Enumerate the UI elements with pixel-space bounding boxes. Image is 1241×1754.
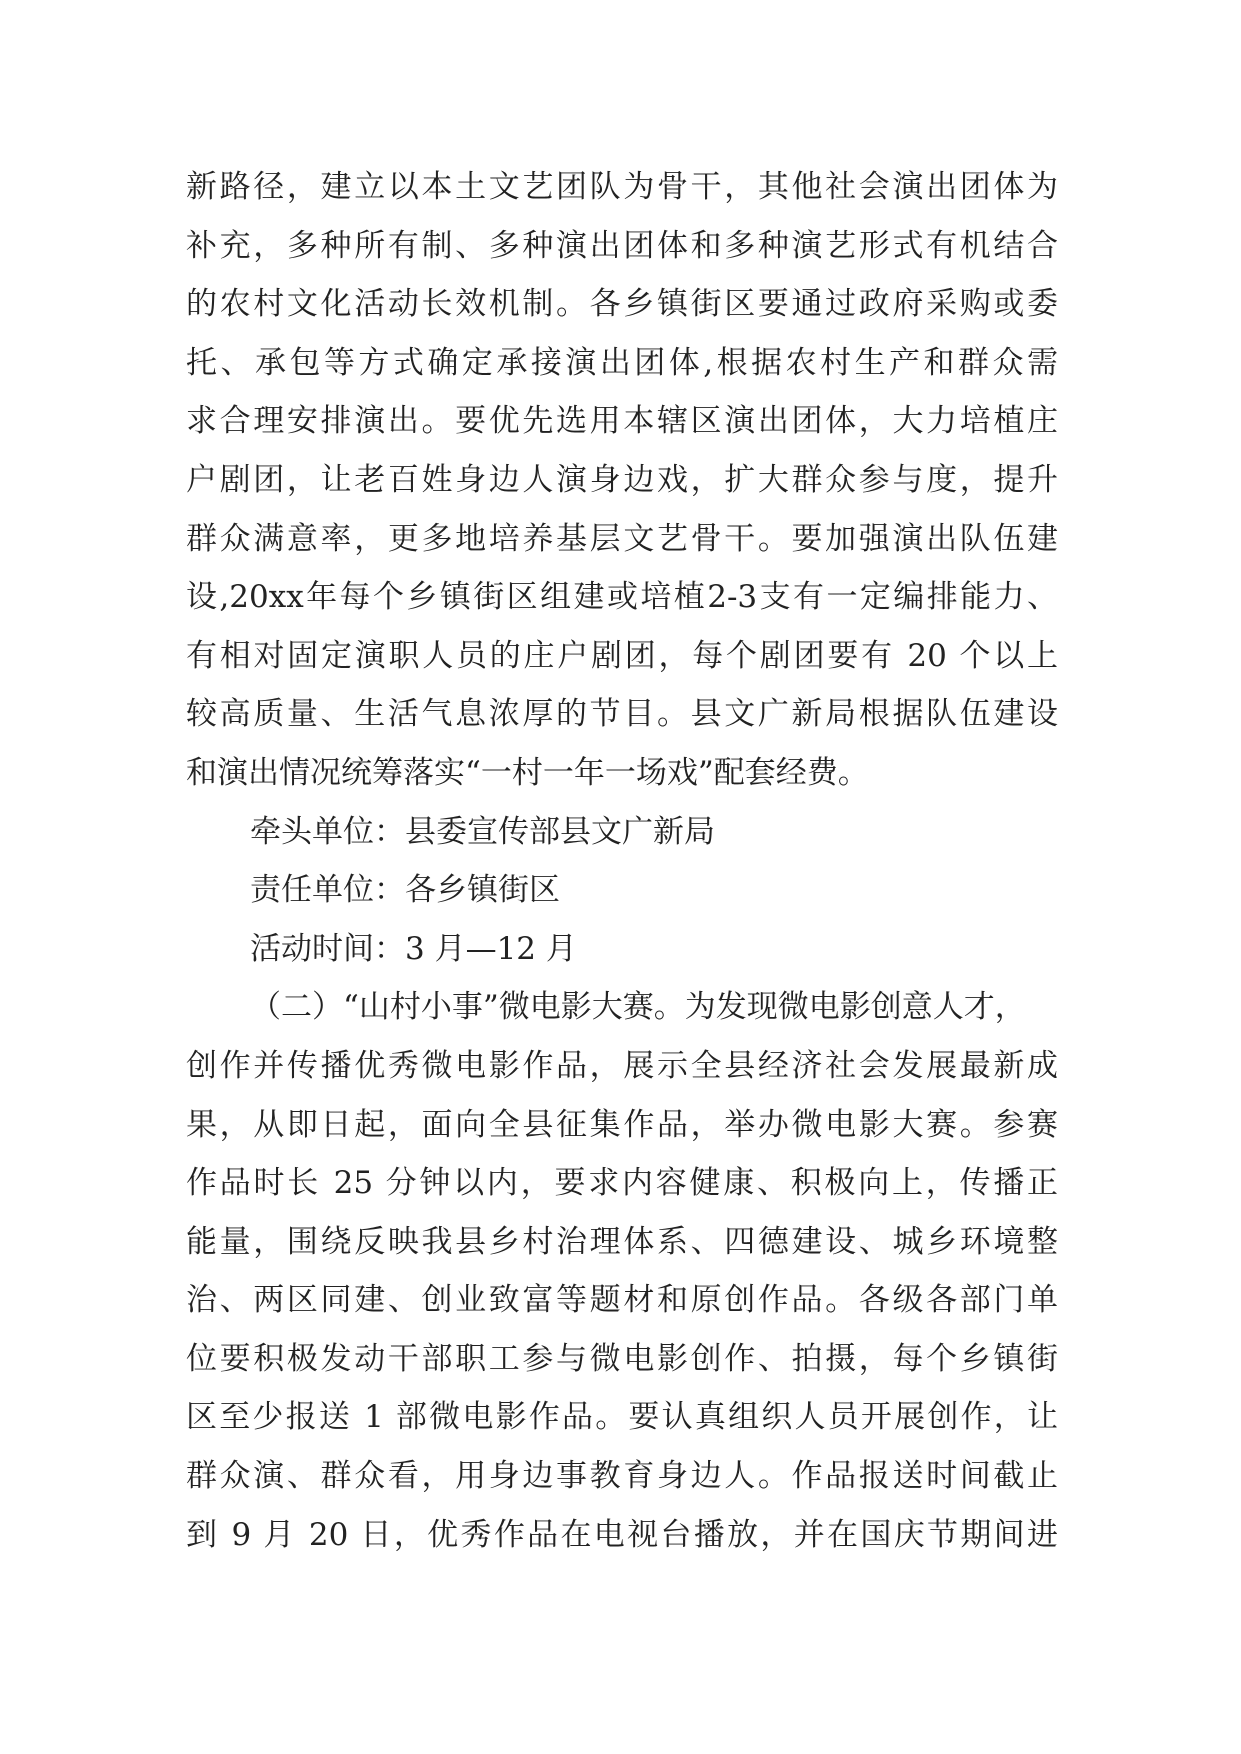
paragraph-line: 群众满意率，更多地培养基层文艺骨干。要加强演出队伍建 (186, 520, 1058, 557)
lead-unit-line: 牵头单位：县委宣传部县文广新局 (250, 813, 715, 850)
paragraph-line: 新路径，建立以本土文艺团队为骨干，其他社会演出团体为 (186, 169, 1058, 205)
paragraph-line: 和演出情况统筹落实“一村一年一场戏”配套经费。 (186, 754, 869, 791)
responsible-unit-line: 责任单位：各乡镇街区 (250, 872, 560, 909)
paragraph-line: 托、承包等方式确定承接演出团体,根据农村生产和群众需 (186, 344, 1058, 381)
paragraph-line: 作品时长 25 分钟以内，要求内容健康、积极向上，传播正 (186, 1165, 1058, 1202)
paragraph-line: 较高质量、生活气息浓厚的节目。县文广新局根据队伍建设 (186, 696, 1058, 733)
paragraph-line: 求合理安排演出。要优先选用本辖区演出团体，大力培植庄 (186, 403, 1058, 440)
paragraph-line: 户剧团，让老百姓身边人演身边戏，扩大群众参与度，提升 (186, 461, 1058, 498)
paragraph-line: 果，从即日起，面向全县征集作品，举办微电影大赛。参赛 (186, 1106, 1058, 1143)
paragraph-line: 位要积极发动干部职工参与微电影创作、拍摄，每个乡镇街 (186, 1340, 1058, 1377)
paragraph-line: 能量，围绕反映我县乡村治理体系、四德建设、城乡环境整 (186, 1223, 1058, 1260)
paragraph-line: 区至少报送 1 部微电影作品。要认真组织人员开展创作，让 (186, 1399, 1058, 1436)
body-text (186, 158, 1058, 1564)
paragraph-line: 设,20xx年每个乡镇街区组建或培植2-3支有一定编排能力、 (186, 579, 1058, 616)
activity-time-line: 活动时间：3 月—12 月 (250, 930, 577, 967)
paragraph-line: 补充，多种所有制、多种演出团体和多种演艺形式有机结合 (186, 227, 1058, 264)
paragraph-line: 的农村文化活动长效机制。各乡镇街区要通过政府采购或委 (186, 286, 1058, 323)
section-heading-line: （二）“山村小事”微电影大赛。为发现微电影创意人才， (250, 989, 1026, 1026)
paragraph-line: 到 9 月 20 日，优秀作品在电视台播放，并在国庆节期间进 (186, 1516, 1058, 1553)
paragraph-line: 有相对固定演职人员的庄户剧团，每个剧团要有 20 个以上 (186, 637, 1058, 674)
paragraph-line: 治、两区同建、创业致富等题材和原创作品。各级各部门单 (186, 1282, 1058, 1319)
paragraph-line: 创作并传播优秀微电影作品，展示全县经济社会发展最新成 (186, 1047, 1058, 1084)
paragraph-line: 群众演、群众看，用身边事教育身边人。作品报送时间截止 (186, 1458, 1058, 1495)
